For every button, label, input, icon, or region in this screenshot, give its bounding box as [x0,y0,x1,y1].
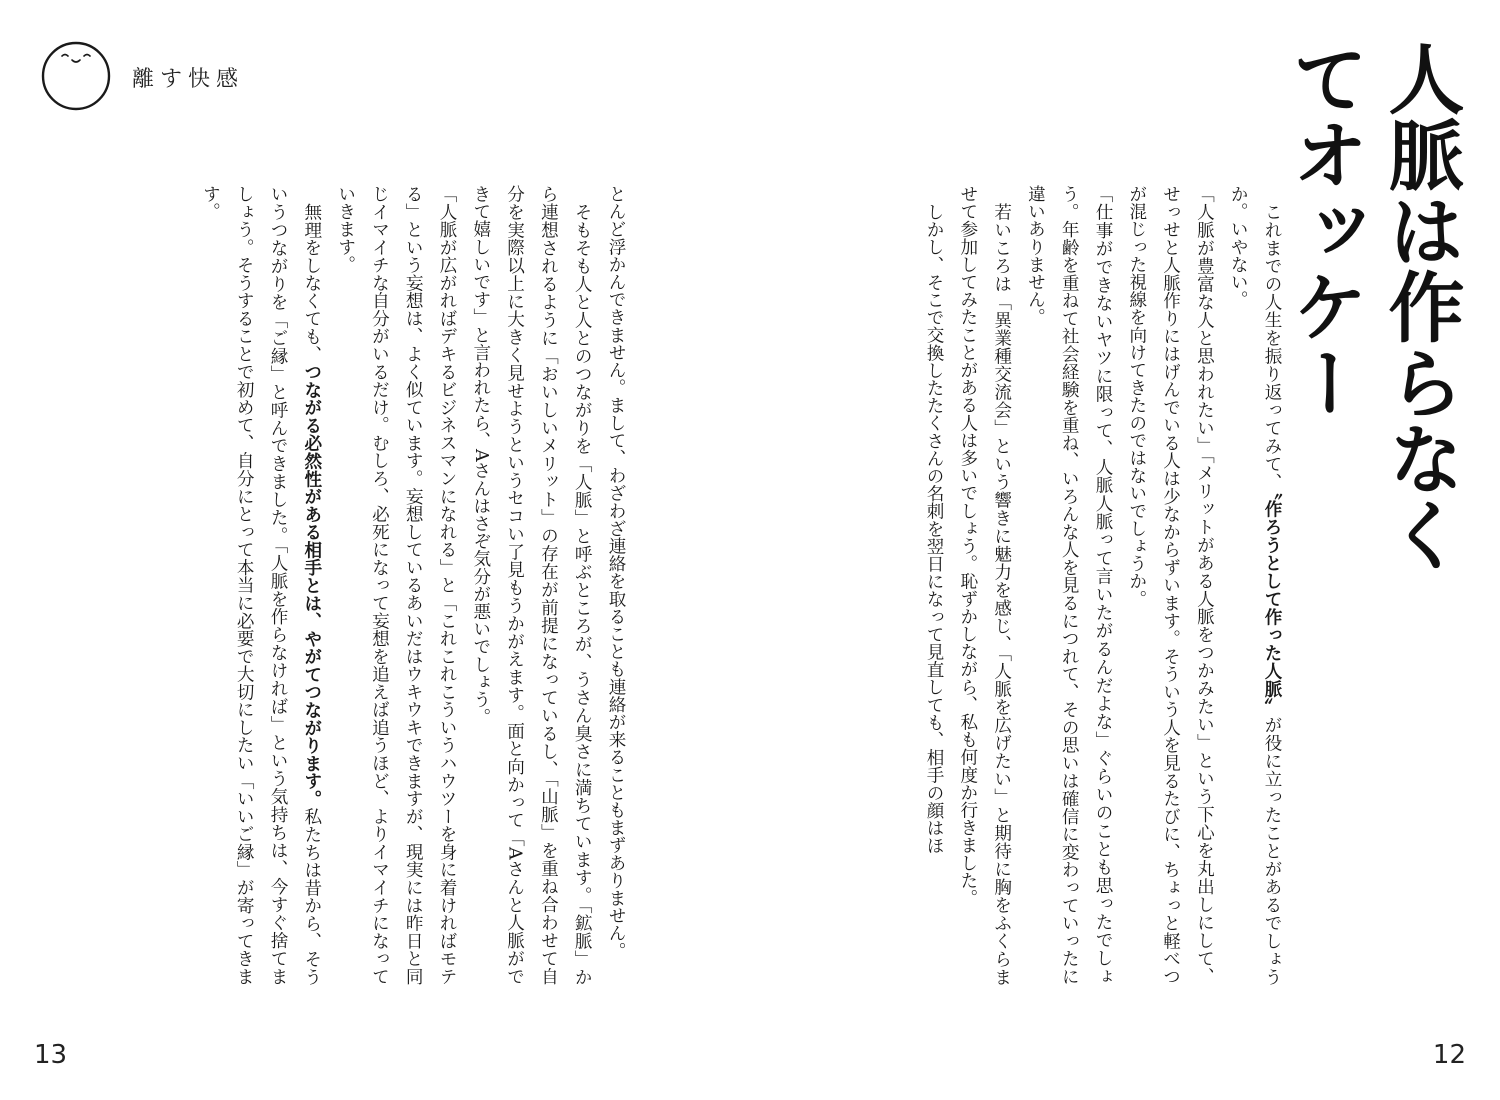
text: が役に立ったことがあるでしょうか。いやない。 [1228,185,1282,985]
text: これまでの人生を振り返ってみて、 [1262,202,1282,491]
paragraph: 若いころは「異業種交流会」という響きに魅力を感じ、「人脈を広げたい」と期待に胸をふくらませて参加してみたことがある人は多いでしょう。恥ずかしながら、私も何度か行きました。 [957,185,1012,985]
page-title: 人脈は作らなくてオッケー [1280,40,1465,572]
text: 無理をしなくても、 [301,202,322,363]
page-number-right: 12 [1432,1040,1466,1070]
emphasis-text: つながる必然性がある相手とは、やがてつながります。 [301,362,322,808]
right-page-body [698,185,1288,985]
left-page-body [162,185,632,985]
paragraph: 「人脈が広がればデキるビジネスマンになれる」と「これこれこういうハウツーを身に着ければモテる」という妄想は、よく似ています。妄想しているあいだはウキウキできますが、現実には昨日と同じイマイチな自分がいるだけ。むしろ、必死になって妄想を追えば追うほど、よりイマイチになっていきます。 [335,185,458,985]
paragraph [1220,185,1288,985]
paragraph: 「仕事ができないヤツに限って、人脈人脈って言いたがるんだよな」ぐらいのことも思ったでしょう。年齢を重ねて社会経験を重ね、いろんな人を見るにつれて、その思いは確信に変わっていったに違いありません。 [1025,185,1114,985]
text: 私たちは昔から、そういうつながりを「ご縁」と呼んできました。「人脈を作らなければ」という気持ちは、今すぐ捨てましょう。そうすることで初めて、自分にとって本当に必要で大切にしたい「いいご縁」が寄ってきます。 [200,185,322,986]
paragraph [193,185,328,985]
page-number-left: 13 [34,1040,68,1070]
smiling-face-icon [40,40,112,112]
chapter-label: 離す快感 [132,67,245,92]
paragraph: 「人脈が豊富な人と思われたい」「メリットがある人脈をつかみたい」という下心を丸出しにして、せっせと人脈作りにはげんでいる人は少なからずいます。そういう人を見るたびに、ちょっと軽べつが混じった視線を向けてきたのではないでしょうか。 [1126,185,1215,985]
emphasis-text: 〝作ろうとして作った人脈〟 [1262,490,1282,716]
paragraph: そもそも人と人とのつながりを「人脈」と呼ぶところが、うさん臭さに満ちています。「鉱脈」から連想されるように「おいしいメリット」の存在が前提になっているし、「山脈」を重ね合わせて自分を実際以上に大きく見せようというセコい了見もうかがえます。面と向かって「Aさんと人脈ができて嬉しいです」と言われたら、Aさんはさぞ気分が悪いでしょう。 [470,185,593,985]
paragraph: しかし、そこで交換したたくさんの名刺を翌日になって見直しても、相手の顔はほ [924,202,945,854]
paragraph: とんど浮かんできません。まして、わざわざ連絡を取ることも連絡が来ることもまずありません。 [606,185,626,960]
